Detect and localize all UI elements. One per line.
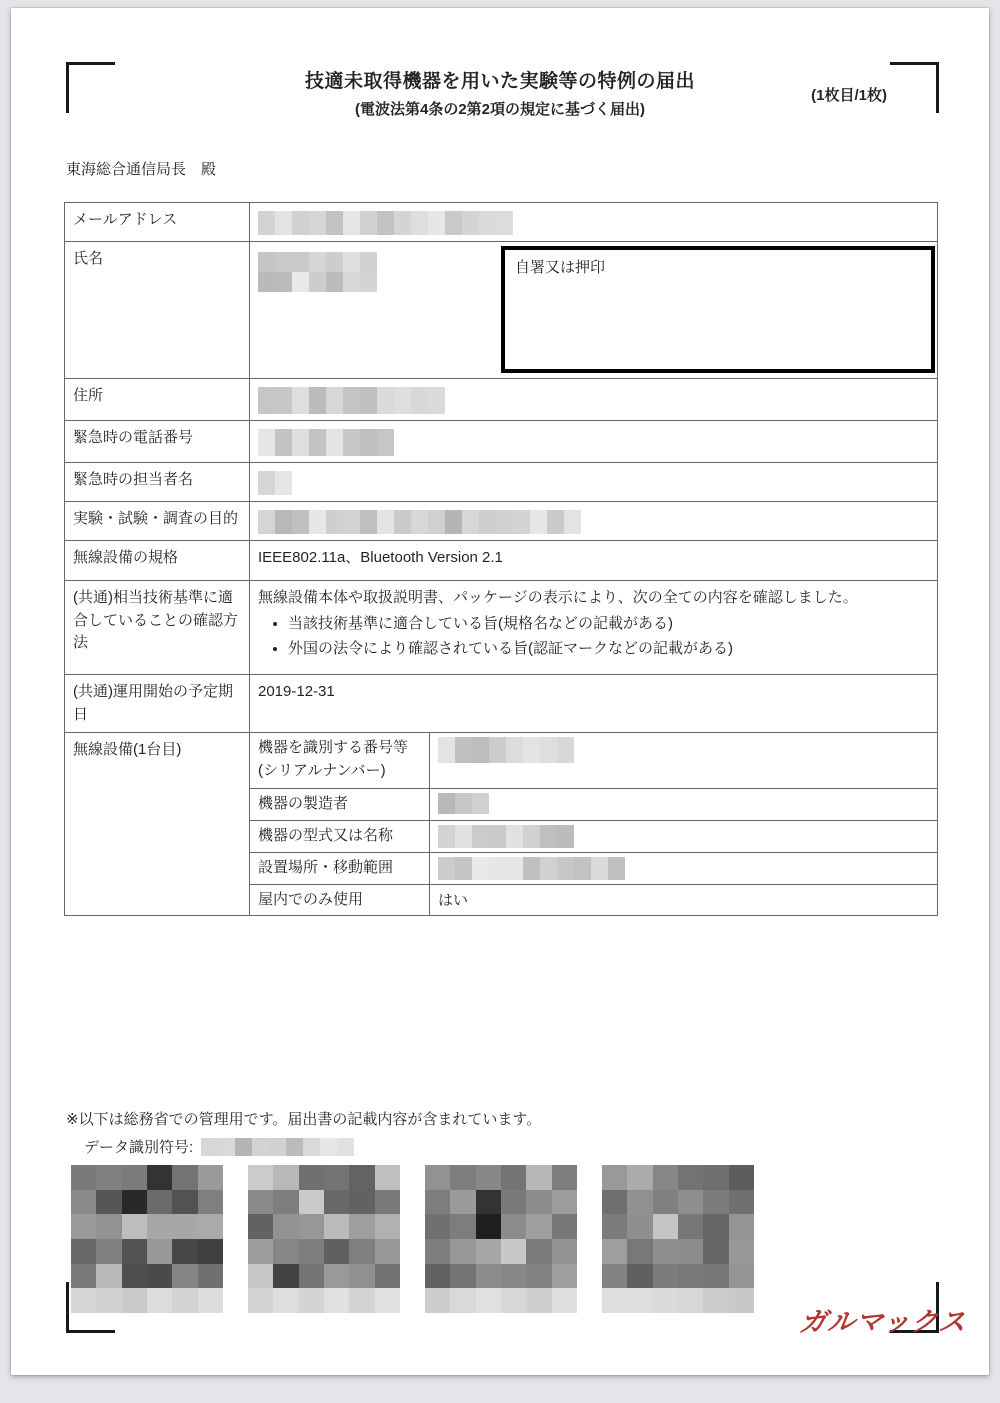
qr-code-redacted [71,1165,223,1313]
table-row-conformity-check [65,581,937,675]
row-label: 緊急時の電話番号 [65,421,250,462]
row-label: 住所 [65,379,250,420]
signature-box-label: 自署又は押印 [515,259,606,276]
table-row-start-date [65,675,937,733]
sub-row-value: はい [438,891,469,909]
qr-code-row [71,1165,754,1313]
table-row-purpose [65,502,937,541]
sub-row-value [430,821,937,852]
sub-row-location [250,853,937,885]
redacted-value [258,510,588,534]
sheet-counter: (1枚目/1枚) [811,87,887,104]
redacted-value [258,211,528,235]
sub-row-value [430,733,937,788]
row-label: メールアドレス [65,203,250,241]
table-row-email [65,203,937,242]
redacted-value [438,825,588,848]
admin-note: ※以下は総務省での管理用です。届出書の記載内容が含まれています。 [66,1111,542,1128]
row-value: IEEE802.11a、Bluetooth Version 2.1 [258,549,503,566]
sub-row-value [430,789,937,820]
document-page [11,8,989,1375]
row-label: 無線設備(1台目) [65,733,250,915]
row-value [250,463,937,501]
sub-row-indoor-use [250,885,937,916]
data-id-line [84,1136,356,1157]
garumax-watermark-logo: ガルマックス [798,1307,969,1337]
table-row-name [65,242,937,379]
qr-code-redacted [425,1165,577,1313]
form-title: 技適未取得機器を用いた実験等の特例の届出 [304,71,695,92]
redacted-value [258,252,386,292]
table-row-address [65,379,937,421]
qr-code-redacted [602,1165,754,1313]
redacted-value [258,429,398,456]
row-value [250,421,937,462]
sub-row-label: 機器を識別する番号等 (シリアルナンバー) [250,733,430,788]
sub-row-model [250,821,937,853]
equipment-sub-table [250,733,937,915]
redacted-value [438,857,638,880]
qr-code-redacted [248,1165,400,1313]
conformity-statement: 無線設備本体や取扱説明書、パッケージの表示により、次の全ての内容を確認しました。 [258,589,858,606]
sub-row-manufacturer [250,789,937,821]
row-value [250,581,937,674]
table-row-radio-standard [65,541,937,581]
row-value: 2019-12-31 [258,683,335,700]
sub-row-label: 設置場所・移動範囲 [250,853,430,884]
data-id-label: データ識別符号: [84,1139,194,1156]
table-row-emergency-phone [65,421,937,463]
bullet-list [258,613,929,661]
table-row-emergency-contact [65,463,937,502]
row-value [250,502,937,540]
sub-row-value [430,853,937,884]
form-table [64,202,938,916]
redacted-value [258,387,450,414]
row-label: (共通)相当技術基準に適合していることの確認方法 [65,581,250,674]
table-row-radio-equipment-1 [65,733,937,915]
addressee-line: 東海総合通信局長 殿 [66,161,217,178]
sub-row-label: 機器の製造者 [250,789,430,820]
row-value [250,203,937,241]
redacted-value [438,793,493,814]
row-label: 氏名 [65,242,250,378]
bullet-item: • 当該技術基準に適合している旨(規格名などの記載がある) [288,613,929,636]
form-subtitle: (電波法第4条の2第2項の規定に基づく届出) [354,101,646,118]
redacted-data-id [201,1138,356,1156]
row-label: 実験・試験・調査の目的 [65,502,250,540]
redacted-value [258,471,300,495]
row-label: 無線設備の規格 [65,541,250,580]
sub-row-label: 屋内でのみ使用 [250,885,430,916]
row-label: 緊急時の担当者名 [65,463,250,501]
row-value [250,379,937,420]
row-label: (共通)運用開始の予定期日 [65,675,250,732]
bullet-item: • 外国の法令により確認されている旨(認証マークなどの記載がある) [288,638,929,661]
redacted-value [438,737,583,763]
sub-row-label: 機器の型式又は名称 [250,821,430,852]
signature-box [501,246,935,373]
sub-row-serial [250,733,937,789]
